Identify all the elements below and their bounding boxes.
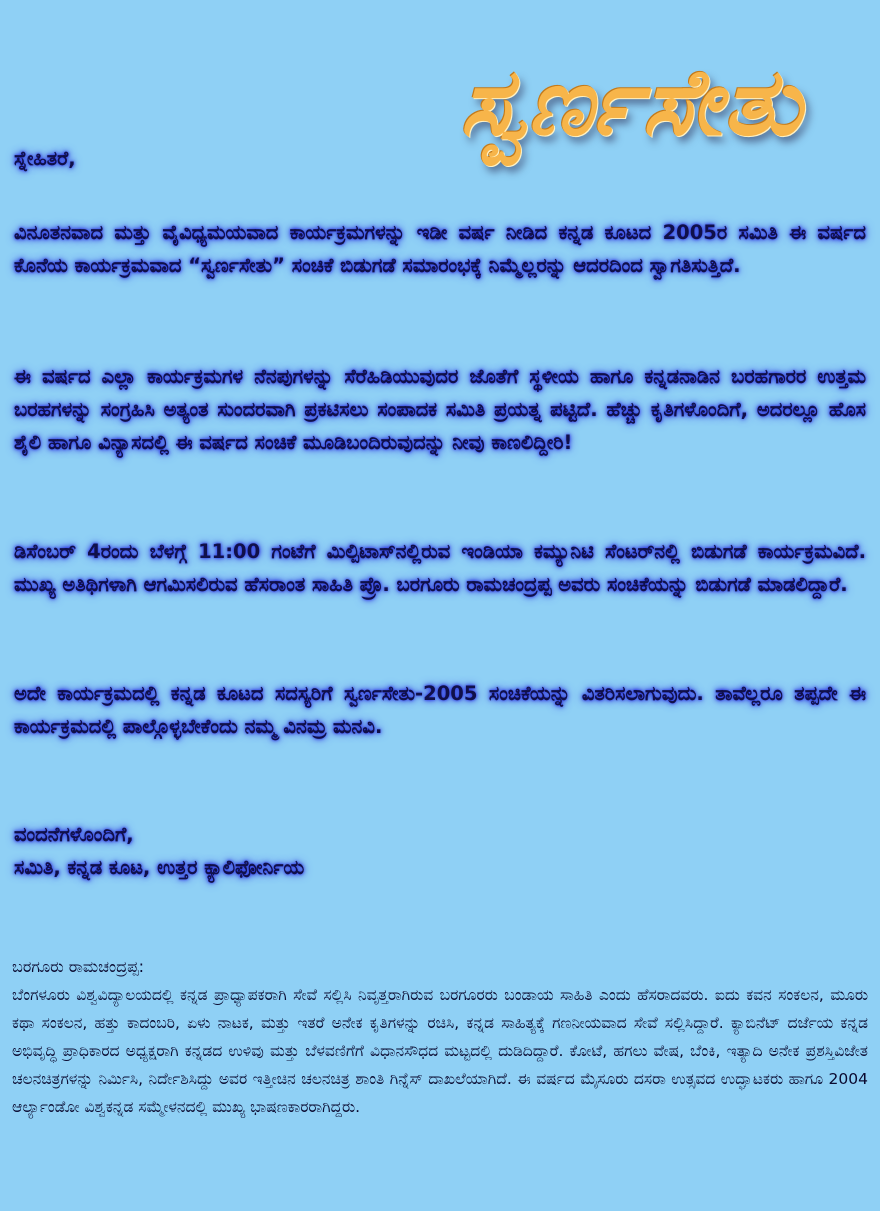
bio-text: ಬೆಂಗಳೂರು ವಿಶ್ವವಿದ್ಯಾಲಯದಲ್ಲಿ ಕನ್ನಡ ಪ್ರಾಧ್ಯಾಪಕರಾಗಿ ಸೇವೆ ಸಲ್ಲಿಸಿ ನಿವೃತ್ತರಾಗಿರುವ ಬರಗೂರರು ಬಂಡಾಯ ಸಾಹಿತಿ ಎಂದು ಹೆಸರಾದವರು. ಐದು ಕವನ ಸಂಕಲನ, ಮೂರು ಕಥಾ ಸಂಕಲನ, ಹತ್ತು ಕಾದಂಬರಿ, ಏಳು ನಾಟಕ, ಮತ್ತು ಇತರೆ ಅನೇಕ ಕೃತಿಗಳನ್ನು ರಚಿಸಿ, ಕನ್ನಡ ಸಾಹಿತ್ಯಕ್ಕೆ ಗಣನೀಯವಾದ ಸೇವೆ ಸಲ್ಲಿಸಿದ್ದಾರೆ. ಕ್ಯಾಬಿನೆಟ್ ದರ್ಜೆಯ ಕನ್ನಡ ಅಭಿವೃದ್ಧಿ ಪ್ರಾಧಿಕಾರದ ಅಧ್ಯಕ್ಷರಾಗಿ ಕನ್ನಡದ ಉಳಿವು ಮತ್ತು ಬೆಳವಣಿಗೆಗೆ ವಿಧಾನಸೌಧದ ಮಟ್ಟದಲ್ಲಿ ದುಡಿದಿದ್ದಾರೆ. ಕೋಟೆ, ಹಗಲು ವೇಷ, ಬೆಂಕಿ, ಇತ್ಯಾದಿ ಅನೇಕ ಪ್ರಶಸ್ತಿವಿಜೇತ ಚಲನಚಿತ್ರಗಳನ್ನು ನಿರ್ಮಿಸಿ, ನಿರ್ದೇಶಿಸಿದ್ದು ಅವರ ಇತ್ತೀಚಿನ ಚಲನಚಿತ್ರ ಶಾಂತಿ ಗಿನ್ನೆಸ್ ದಾಖಲೆಯಾಗಿದೆ. ಈ ವರ್ಷದ ಮೈಸೂರು ದಸರಾ ಉತ್ಸವದ ಉದ್ಘಾಟಕರು ಹಾಗೂ 2004 ಆರ್ಲ್ಯಾಂಡೋ ವಿಶ್ವಕನ್ನಡ ಸಮ್ಮೇಳನದಲ್ಲಿ ಮುಖ್ಯ ಭಾಷಣಕಾರರಾಗಿದ್ದರು. (12, 986, 868, 1116)
greeting: ಸ್ನೇಹಿತರೆ, (14, 147, 76, 170)
guest-bio (12, 953, 868, 1121)
paragraph-intro: ವಿನೂತನವಾದ ಮತ್ತು ವೈವಿಧ್ಯಮಯವಾದ ಕಾರ್ಯಕ್ರಮಗಳನ್ನು ಇಡೀ ವರ್ಷ ನೀಡಿದ ಕನ್ನಡ ಕೂಟದ 2005ರ ಸಮಿತಿ ಈ ವರ್ಷದ ಕೊನೆಯ ಕಾರ್ಯಕ್ರಮವಾದ “ಸ್ವರ್ಣಸೇತು” ಸಂಚಿಕೆ ಬಿಡುಗಡೆ ಸಮಾರಂಭಕ್ಕೆ ನಿಮ್ಮೆಲ್ಲರನ್ನು ಆದರದಿಂದ ಸ್ವಾಗತಿಸುತ್ತಿದೆ. (14, 221, 866, 277)
paragraph-distribution: ಅದೇ ಕಾರ್ಯಕ್ರಮದಲ್ಲಿ ಕನ್ನಡ ಕೂಟದ ಸದಸ್ಯರಿಗೆ ಸ್ವರ್ಣಸೇತು-2005 ಸಂಚಿಕೆಯನ್ನು ವಿತರಿಸಲಾಗುವುದು. ತಾವೆಲ್ಲರೂ ತಪ್ಪದೇ ಈ ಕಾರ್ಯಕ್ರಮದಲ್ಲಿ ಪಾಲ್ಗೊಳ್ಳಬೇಕೆಂದು ನಮ್ಮ ವಿನಮ್ರ ಮನವಿ. (14, 682, 866, 738)
closing-block (14, 818, 866, 884)
paragraph-event-details: ಡಿಸೆಂಬರ್ 4ರಂದು ಬೆಳಗ್ಗೆ 11:00 ಗಂಟೆಗೆ ಮಿಲ್ಪಿಟಾಸ್‌ನಲ್ಲಿರುವ ಇಂಡಿಯಾ ಕಮ್ಯುನಿಟಿ ಸೆಂಟರ್‌ನಲ್ಲಿ ಬಿಡುಗಡೆ ಕಾರ್ಯಕ್ರಮವಿದೆ. ಮುಖ್ಯ ಅತಿಥಿಗಳಾಗಿ ಆಗಮಿಸಲಿರುವ ಹೆಸರಾಂತ ಸಾಹಿತಿ ಪ್ರೊ. ಬರಗೂರು ರಾಮಚಂದ್ರಪ್ಪ ಅವರು ಸಂಚಿಕೆಯನ್ನು ಬಿಡುಗಡೆ ಮಾಡಲಿದ್ದಾರೆ. (14, 540, 866, 596)
bio-title: ಬರಗೂರು ರಾಮಚಂದ್ರಪ್ಪ: (12, 957, 145, 976)
closing-regards: ವಂದನೆಗಳೊಂದಿಗೆ, (14, 823, 134, 846)
swarnasetu-logo: ಸ್ವರ್ಣಸೇತು (460, 48, 804, 156)
closing-signature: ಸಮಿತಿ, ಕನ್ನಡ ಕೂಟ, ಉತ್ತರ ಕ್ಯಾಲಿಫೋರ್ನಿಯ (14, 856, 305, 879)
paragraph-collection: ಈ ವರ್ಷದ ಎಲ್ಲಾ ಕಾರ್ಯಕ್ರಮಗಳ ನೆನಪುಗಳನ್ನು ಸೆರೆಹಿಡಿಯುವುದರ ಜೊತೆಗೆ ಸ್ಥಳೀಯ ಹಾಗೂ ಕನ್ನಡನಾಡಿನ ಬರಹಗಾರರ ಉತ್ತಮ ಬರಹಗಳನ್ನು ಸಂಗ್ರಹಿಸಿ ಅತ್ಯಂತ ಸುಂದರವಾಗಿ ಪ್ರಕಟಿಸಲು ಸಂಪಾದಕ ಸಮಿತಿ ಪ್ರಯತ್ನ ಪಟ್ಟಿದೆ. ಹೆಚ್ಚು ಕೃತಿಗಳೊಂದಿಗೆ, ಅದರಲ್ಲೂ ಹೊಸ ಶೈಲಿ ಹಾಗೂ ವಿನ್ಯಾಸದಲ್ಲಿ ಈ ವರ್ಷದ ಸಂಚಿಕೆ ಮೂಡಿಬಂದಿರುವುದನ್ನು ನೀವು ಕಾಣಲಿದ್ದೀರಿ! (14, 365, 866, 454)
